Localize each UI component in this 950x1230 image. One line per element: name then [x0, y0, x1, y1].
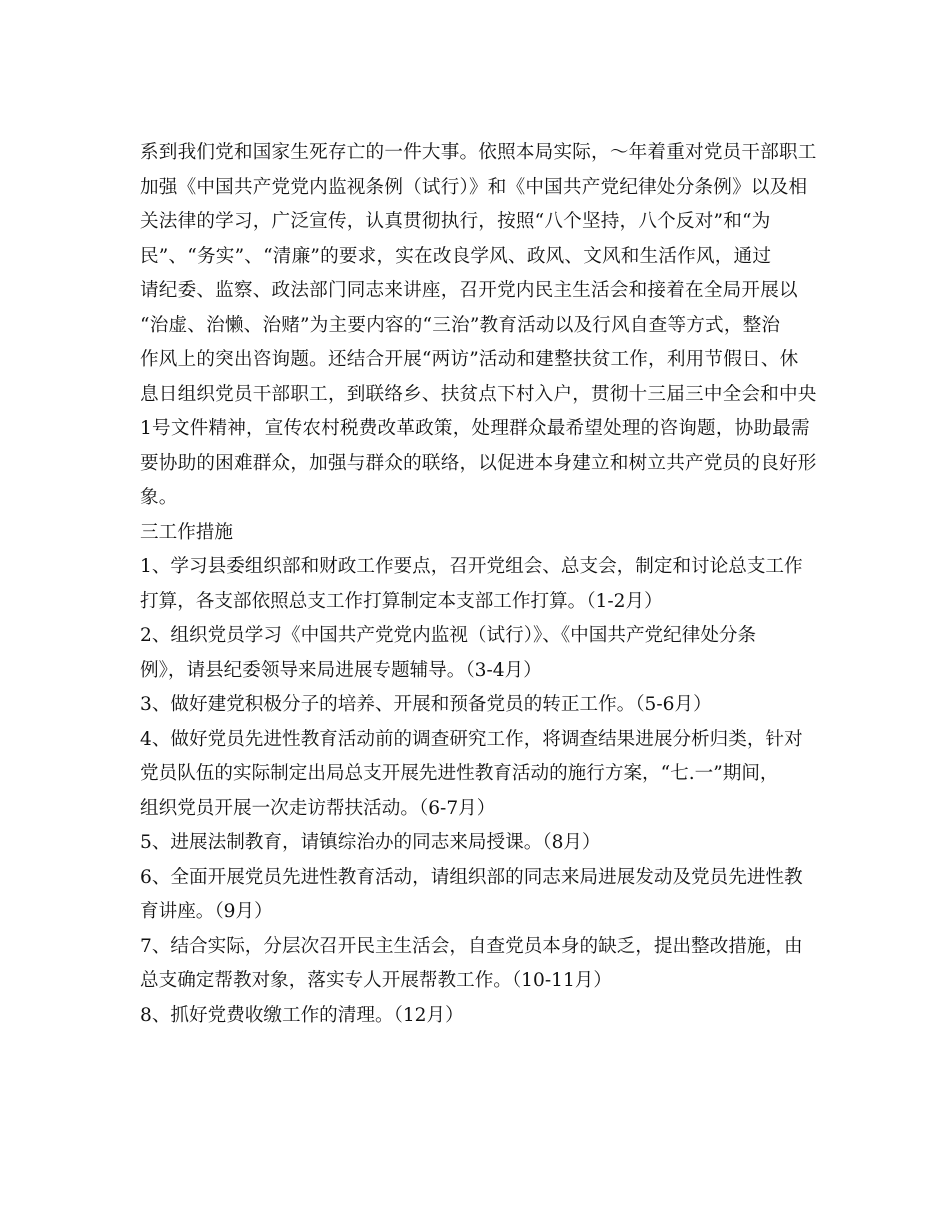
measure-item-7: [140, 930, 812, 999]
paragraph-line: 息日组织党员干部职工，到联络乡、扶贫点下村入户，贯彻十三届三中全会和中央: [140, 383, 817, 405]
intro-paragraph: [140, 136, 817, 516]
paragraph-line: 关法律的学习，广泛宣传，认真贯彻执行，按照“八个坚持，八个反对”和“为: [140, 211, 771, 232]
measure-item-8: [140, 999, 812, 1034]
measure-line: 总支确定帮教对象，落实专人开展帮教工作。（10-11月）: [140, 970, 612, 991]
paragraph-line: 民”、“务实”、“清廉”的要求，实在改良学风、政风、文风和生活作风，通过: [140, 245, 772, 267]
document-body: [140, 136, 817, 1033]
measure-line: 3、做好建党积极分子的培养、开展和预备党员的转正工作。（5-6月）: [140, 694, 712, 715]
measure-item-2: [140, 619, 812, 688]
measure-item-1: [140, 550, 812, 619]
paragraph-line: 1号文件精神，宣传农村税费改革政策，处理群众最希望处理的咨询题，协助最需: [140, 418, 810, 439]
paragraph-line: 请纪委、监察、政法部门同志来讲座，召开党内民主生活会和接着在全局开展以: [140, 280, 798, 301]
section-heading: 三工作措施: [140, 521, 233, 543]
measure-line: 8、抓好党费收缴工作的清理。（12月）: [140, 1004, 464, 1026]
measure-line: 打算，各支部依照总支工作打算制定本支部工作打算。（1-2月）: [140, 590, 663, 612]
measure-line: 6、全面开展党员先进性教育活动，请组织部的同志来局进展发动及党员先进性教: [140, 866, 803, 888]
measure-line: 例》，请县纪委领导来局进展专题辅导。（3-4月）: [140, 659, 542, 681]
measure-item-6: [140, 861, 812, 930]
measure-line: 5、进展法制教育，请镇综治办的同志来局授课。（8月）: [140, 832, 601, 853]
paragraph-line: 作风上的突出咨询题。还结合开展“两访”活动和建整扶贫工作，利用节假日、休: [140, 349, 799, 370]
measure-item-3: [140, 688, 812, 723]
measure-line: 组织党员开展一次走访帮扶活动。（6-7月）: [140, 797, 496, 819]
measure-line: 2、组织党员学习《中国共产党党内监视（试行）》、《中国共产党纪律处分条: [140, 625, 757, 646]
paragraph-line: 象。: [140, 487, 178, 508]
paragraph-line: 加强《中国共产党党内监视条例（试行）》和《中国共产党纪律处分条例》以及相: [140, 176, 808, 198]
measure-line: 党员队伍的实际制定出局总支开展先进性教育活动的施行方案，“七.一”期间，: [140, 763, 779, 784]
measure-line: 育讲座。（9月）: [140, 901, 273, 922]
measure-line: 1、学习县委组织部和财政工作要点，召开党组会、总支会，制定和讨论总支工作: [140, 556, 803, 577]
paragraph-line: 要协助的困难群众，加强与群众的联络，以促进本身建立和树立共产党员的良好形: [140, 452, 817, 474]
paragraph-line: 系到我们党和国家生死存亡的一件大事。依照本局实际，～年着重对党员干部职工: [140, 142, 817, 163]
measure-line: 7、结合实际，分层次召开民主生活会，自查党员本身的缺乏，提出整改措施，由: [140, 935, 803, 957]
measure-line: 4、做好党员先进性教育活动前的调查研究工作，将调查结果进展分析归类，针对: [140, 728, 803, 750]
measure-item-5: [140, 826, 812, 861]
paragraph-line: “治虚、治懒、治赌”为主要内容的“三治”教育活动以及行风自查等方式，整治: [140, 314, 781, 336]
measure-item-4: [140, 723, 812, 827]
